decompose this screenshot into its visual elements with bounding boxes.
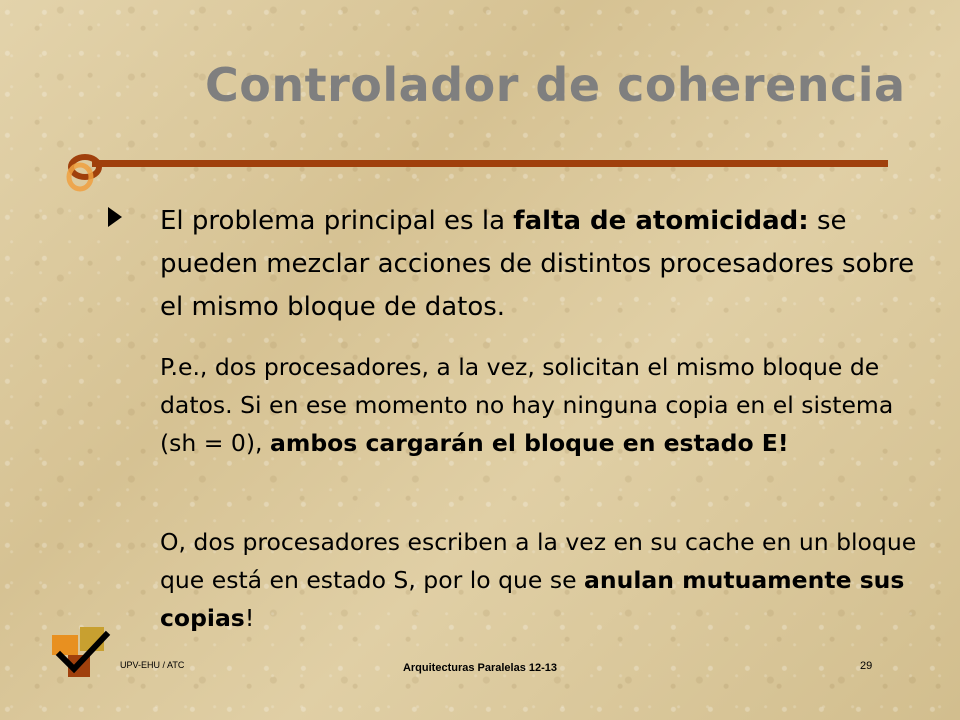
footer-course-title: Arquitecturas Paralelas 12-13	[402, 662, 558, 674]
triangle-bullet-icon	[108, 207, 122, 227]
slide-title: Controlador de coherencia	[205, 58, 906, 112]
footer-organization: UPV-EHU / ATC	[120, 660, 185, 670]
title-underline-decoration	[60, 145, 900, 195]
checkmark-logo-icon	[48, 625, 118, 680]
page-number: 29	[860, 660, 873, 672]
example-paragraph: P.e., dos procesadores, a la vez, solicitan el mismo bloque de datos. Si en ese momento no hay ninguna copia en el sistema (sh = 0), ambos cargarán el bloque en estado E!	[160, 353, 894, 457]
main-bullet-text: El problema principal es la falta de atomicidad: se pueden mezclar acciones de distintos procesadores sobre el mismo bloque de datos.	[160, 206, 915, 322]
alternative-paragraph: O, dos procesadores escriben a la vez en su cache en un bloque que está en estado S, por lo que se anulan mutuamente sus copias!	[160, 528, 917, 632]
